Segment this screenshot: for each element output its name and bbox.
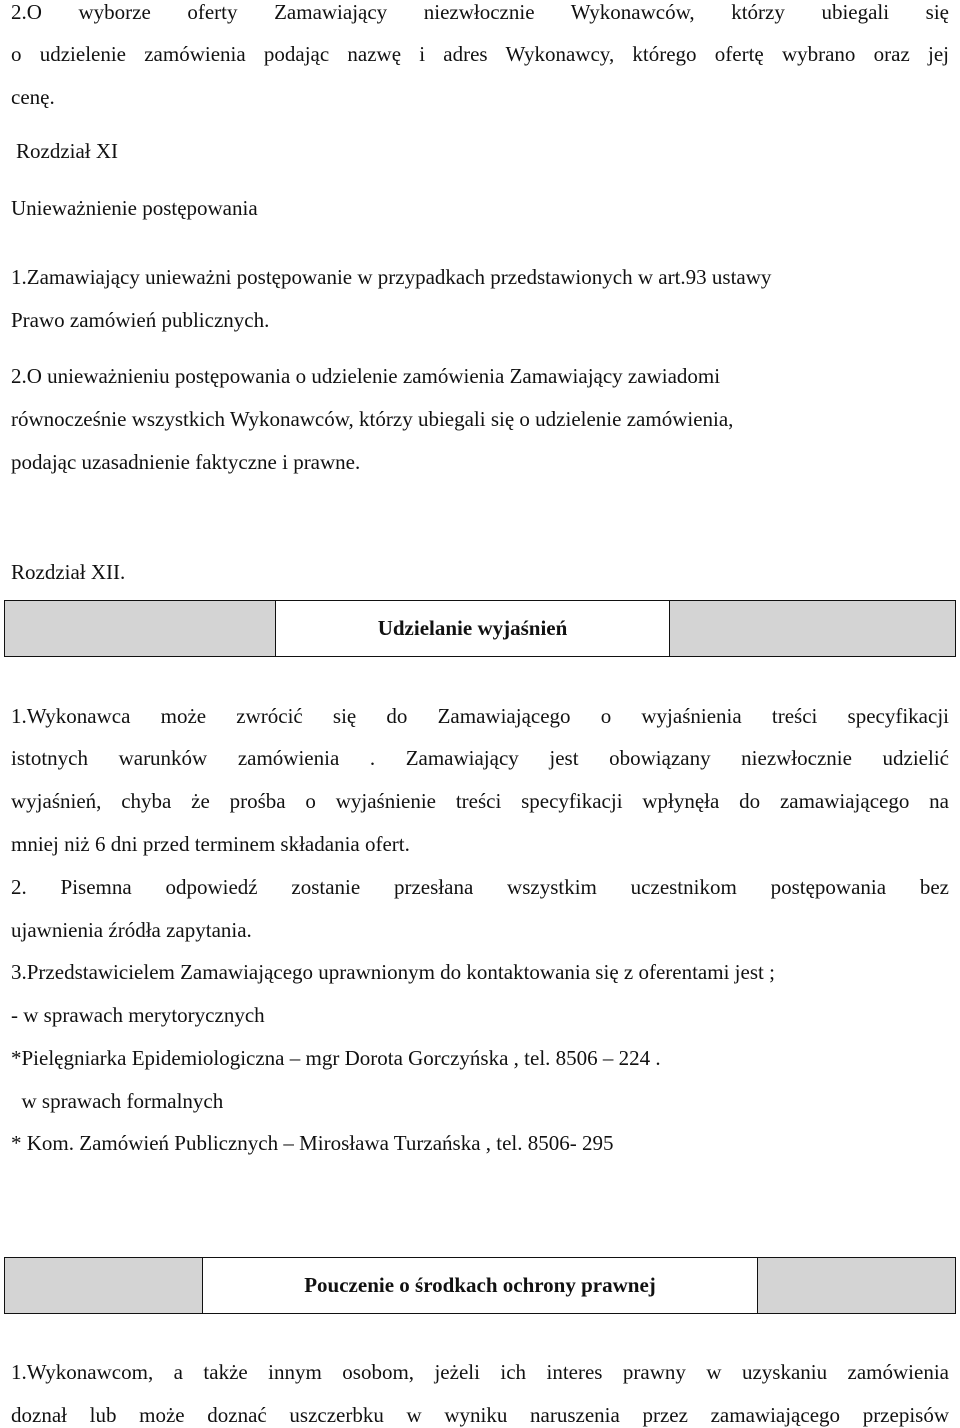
title-box-left-shade <box>5 601 275 656</box>
intro-line-1: 2.O wyborze oferty Zamawiający niezwłocznie Wykonawców, którzy ubiegali się <box>11 0 949 24</box>
chapter-11-p1-line-1: 1.Zamawiający unieważni postępowanie w przypadkach przedstawionych w art.93 ustawy <box>11 265 772 289</box>
intro-line-2: o udzielenie zamówienia podając nazwę i adres Wykonawcy, którego ofertę wybrano oraz jej <box>11 42 949 66</box>
chapter-12-p3-line-3: *Pielęgniarka Epidemiologiczna – mgr Dorota Gorczyńska , tel. 8506 – 224 . <box>11 1046 661 1070</box>
title-box-center <box>202 1258 758 1313</box>
chapter-13-p1-line-1: 1.Wykonawcom, a także innym osobom, jeżeli ich interes prawny w uzyskaniu zamówienia <box>11 1360 949 1384</box>
section-title-box <box>4 600 956 657</box>
chapter-11-p2-line-3: podając uzasadnienie faktyczne i prawne. <box>11 450 361 474</box>
chapter-12-p1-line-3: wyjaśnień, chyba że prośba o wyjaśnienie treści specyfikacji wpłynęła do zamawiającego na <box>11 789 949 813</box>
title-box-center <box>275 601 670 656</box>
chapter-12-p3-line-1: 3.Przedstawicielem Zamawiającego uprawnionym do kontaktowania się z oferentami jest ; <box>11 960 775 984</box>
chapter-11-p1-line-2: Prawo zamówień publicznych. <box>11 308 270 332</box>
title-box-left-shade <box>5 1258 202 1313</box>
chapter-12-p1-line-1: 1.Wykonawca może zwrócić się do Zamawiającego o wyjaśnienia treści specyfikacji <box>11 704 949 728</box>
section-title-box <box>4 1257 956 1314</box>
chapter-11-title: Unieważnienie postępowania <box>11 196 258 220</box>
chapter-12-p3-line-2: - w sprawach merytorycznych <box>11 1003 265 1027</box>
chapter-12-p3-line-5: * Kom. Zamówień Publicznych – Mirosława Turzańska , tel. 8506- 295 <box>11 1131 614 1155</box>
section-title: Pouczenie o środkach ochrony prawnej <box>304 1273 656 1297</box>
section-title: Udzielanie wyjaśnień <box>377 616 568 640</box>
chapter-11-heading: Rozdział XI <box>16 139 119 163</box>
chapter-12-heading: Rozdział XII. <box>11 560 126 584</box>
intro-line-3: cenę. <box>11 85 55 109</box>
title-box-right-shade <box>670 601 955 656</box>
chapter-13-p1-line-2: doznał lub może doznać uszczerbku w wyniku naruszenia przez zamawiającego przepisów <box>11 1403 949 1427</box>
title-box-right-shade <box>758 1258 955 1313</box>
chapter-12-p1-line-2: istotnych warunków zamówienia . Zamawiający jest obowiązany niezwłocznie udzielić <box>11 746 949 770</box>
chapter-11-p2-line-2: równocześnie wszystkich Wykonawców, którzy ubiegali się o udzielenie zamówienia, <box>11 407 734 431</box>
chapter-11-p2-line-1: 2.O unieważnieniu postępowania o udzielenie zamówienia Zamawiający zawiadomi <box>11 364 721 388</box>
chapter-12-p1-line-4: mniej niż 6 dni przed terminem składania ofert. <box>11 832 410 856</box>
chapter-12-p2-line-1: 2. Pisemna odpowiedź zostanie przesłana wszystkim uczestnikom postępowania bez <box>11 875 949 899</box>
chapter-12-p2-line-2: ujawnienia źródła zapytania. <box>11 918 252 942</box>
chapter-12-p3-line-4: w sprawach formalnych <box>11 1089 224 1113</box>
